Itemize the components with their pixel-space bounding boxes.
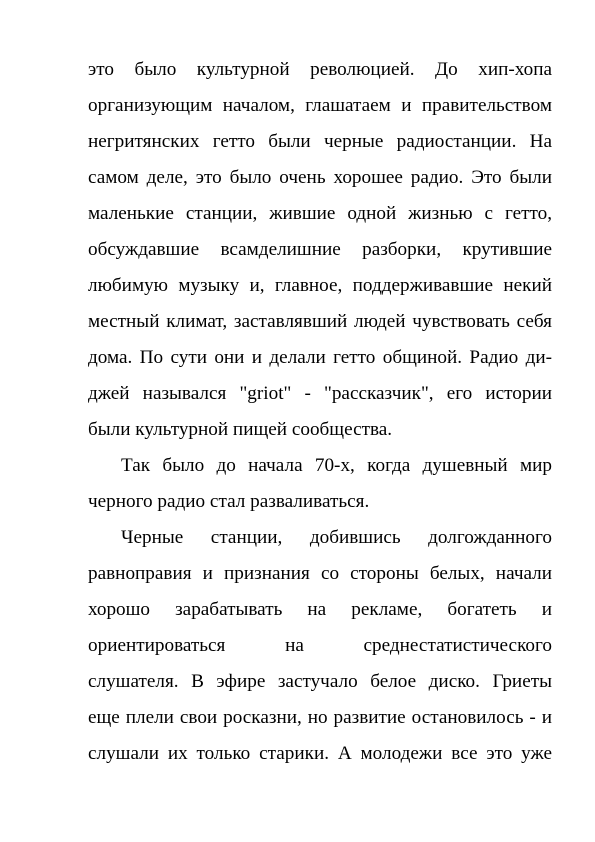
- text-line: местный климат, заставлявший людей чувствовать себя: [88, 311, 552, 332]
- text-line: черного радио стал разваливаться.: [88, 491, 370, 512]
- text-line: хорошо зарабатывать на рекламе, богатеть и: [88, 599, 552, 620]
- text-line: еще плели свои росказни, но развитие остановилось - и: [88, 707, 552, 728]
- text-line: Черные станции, добившись долгожданного: [121, 527, 552, 548]
- text-line: Так было до начала 70-х, когда душевный мир: [121, 455, 552, 476]
- text-line: обсуждавшие всамделишние разборки, крутившие: [88, 239, 552, 260]
- text-line: это было культурной революцией. До хип-хопа: [88, 59, 552, 80]
- text-line: были культурной пищей сообщества.: [88, 419, 393, 440]
- text-line: маленькие станции, жившие одной жизнью с гетто,: [88, 203, 552, 224]
- text-line: самом деле, это было очень хорошее радио. Это были: [88, 167, 552, 188]
- text-line: организующим началом, глашатаем и правительством: [88, 95, 552, 116]
- text-line: равноправия и признания со стороны белых, начали: [88, 563, 552, 584]
- text-line: ориентироваться на среднестатистического: [88, 635, 552, 656]
- text-line: джей назывался "griot" - "рассказчик", его истории: [88, 383, 552, 404]
- text-line: слушали их только старики. А молодежи все это уже: [88, 743, 552, 764]
- text-line: слушателя. В эфире застучало белое диско. Гриеты: [88, 671, 552, 692]
- text-line: негритянских гетто были черные радиостанции. На: [88, 131, 552, 152]
- text-line: любимую музыку и, главное, поддерживавшие некий: [88, 275, 552, 296]
- text-line: дома. По сути они и делали гетто общиной. Радио ди-: [88, 347, 552, 368]
